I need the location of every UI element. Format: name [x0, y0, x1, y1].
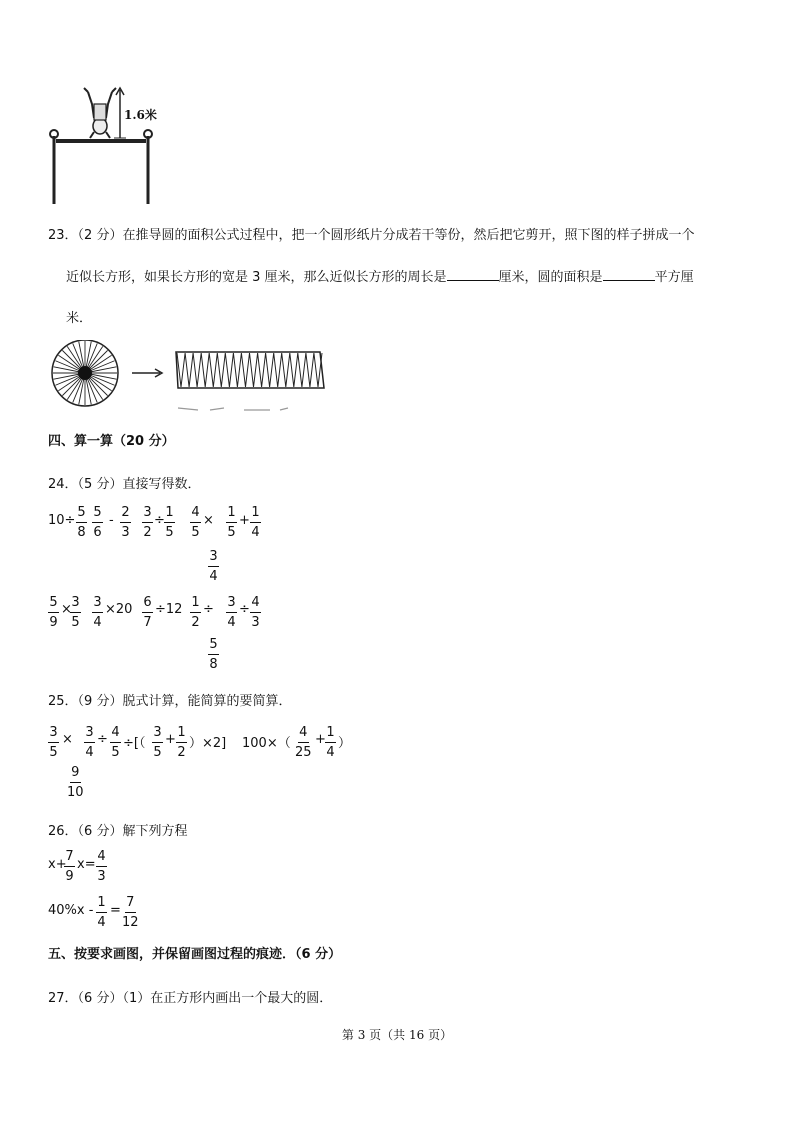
q24-r1-frac9: [208, 548, 219, 585]
eq2-frac2: [121, 894, 140, 931]
numerator: 1: [164, 504, 175, 523]
eq1-text2: x=: [77, 857, 96, 872]
eq1-text1: x+: [48, 857, 67, 872]
q24-r2-text5: ÷: [239, 602, 250, 617]
q24-r2-frac4: [142, 594, 153, 631]
numerator: 5: [208, 636, 219, 655]
q24-r1-text5: +: [239, 513, 250, 528]
q24-r1-frac2: [92, 504, 103, 541]
q24-r2-frac3: [92, 594, 103, 631]
denominator: 4: [85, 745, 94, 760]
q24-r1-frac3: [120, 504, 131, 541]
denominator: 10: [67, 785, 84, 800]
numerator: 7: [64, 848, 75, 867]
answer-blank-area[interactable]: [603, 268, 655, 281]
numerator: 4: [190, 504, 201, 523]
numerator: 1: [226, 504, 237, 523]
q23-line3: 米．: [66, 311, 93, 326]
q24-r1-frac5: [164, 504, 175, 541]
eq2-text1: 40%x -: [48, 903, 94, 918]
q24-r1-text2: -: [109, 513, 114, 528]
q24-r2-frac1: [48, 594, 59, 631]
q24-r2-frac7: [250, 594, 261, 631]
page-footer: 第 3 页（共 16 页）: [341, 1028, 453, 1042]
q25-frac4: [152, 724, 163, 761]
q25-frac2: [84, 724, 95, 761]
denominator: 4: [97, 915, 106, 930]
numerator: 5: [48, 594, 59, 613]
q23-line2-b: 厘米，圆的面积是: [498, 270, 603, 285]
q23-line2-a: 近似长方形，如果长方形的宽是 3 厘米，那么近似长方形的周长是: [66, 270, 447, 285]
numerator: 3: [152, 724, 163, 743]
denominator: 3: [251, 615, 260, 630]
denominator: 7: [143, 615, 152, 630]
circle-to-rectangle-figure: [48, 340, 328, 416]
numerator: 9: [70, 764, 81, 783]
denominator: 2: [143, 525, 152, 540]
q25-frac5: [176, 724, 187, 761]
denominator: 9: [65, 869, 74, 884]
q25-text7: +: [315, 732, 326, 747]
section5-title: 五、按要求画图，并保留画图过程的痕迹．（6 分）: [48, 947, 342, 962]
q25-frac7: [325, 724, 336, 761]
numerator: 4: [250, 594, 261, 613]
numerator: 3: [142, 504, 153, 523]
q23-line1: 23．（2 分）在推导圆的面积公式过程中，把一个圆形纸片分成若干等份，然后把它剪开，照下图的样子拼成一个: [48, 228, 695, 243]
numerator: 3: [48, 724, 59, 743]
q24-r1-frac8: [250, 504, 261, 541]
q23-line2-c: 平方厘: [654, 270, 694, 285]
denominator: 5: [49, 745, 58, 760]
denominator: 12: [122, 915, 139, 930]
height-label: 1.6米: [124, 108, 157, 122]
q25-title: 25．（9 分）脱式计算，能简算的要简算．: [48, 694, 292, 709]
q25-text5: ）×2]: [189, 736, 227, 751]
q24-r1-frac1: [76, 504, 87, 541]
denominator: 4: [326, 745, 335, 760]
denominator: 5: [111, 745, 120, 760]
circle-sectors-drawing: [48, 340, 328, 416]
numerator: 4: [298, 724, 309, 743]
eq1-frac2: [96, 848, 107, 885]
q25-text4: +: [165, 732, 176, 747]
numerator: 1: [176, 724, 187, 743]
denominator: 4: [209, 569, 218, 584]
denominator: 5: [71, 615, 80, 630]
eq1-frac1: [64, 848, 75, 885]
answer-blank-perimeter[interactable]: [447, 268, 499, 281]
denominator: 2: [191, 615, 200, 630]
q25-text2: ÷: [97, 732, 108, 747]
q24-r2-frac2: [70, 594, 81, 631]
denominator: 5: [227, 525, 236, 540]
q23-line2: [66, 266, 694, 285]
numerator: 5: [92, 504, 103, 523]
q24-r1-frac4: [142, 504, 153, 541]
q24-r2-frac8: [208, 636, 219, 673]
eq2-text2: =: [110, 903, 121, 918]
denominator: 5: [191, 525, 200, 540]
denominator: 2: [177, 745, 186, 760]
q24-r1-frac7: [226, 504, 237, 541]
q24-r1-text4: ×: [203, 513, 214, 528]
numerator: 3: [92, 594, 103, 613]
numerator: 4: [96, 848, 107, 867]
numerator: 5: [76, 504, 87, 523]
denominator: 4: [93, 615, 102, 630]
q24-r2-text1: ×: [61, 602, 72, 617]
numerator: 4: [110, 724, 121, 743]
denominator: 25: [295, 745, 312, 760]
q24-title: 24．（5 分）直接写得数．: [48, 477, 201, 492]
q25-frac3: [110, 724, 121, 761]
denominator: 3: [121, 525, 130, 540]
q24-r2-text2: ×20: [105, 602, 133, 617]
denominator: 5: [153, 745, 162, 760]
q24-r1-text1: 10÷: [48, 513, 76, 528]
numerator: 3: [226, 594, 237, 613]
numerator: 1: [250, 504, 261, 523]
eq2-frac1: [96, 894, 107, 931]
numerator: 1: [190, 594, 201, 613]
q24-r1-text3: ÷: [154, 513, 165, 528]
denominator: 9: [49, 615, 58, 630]
numerator: 2: [120, 504, 131, 523]
high-bar-figure: [44, 84, 164, 206]
q25-frac1: [48, 724, 59, 761]
q25-frac8: [66, 764, 85, 801]
q25-text1: ×: [62, 732, 73, 747]
q24-r2-frac5: [190, 594, 201, 631]
numerator: 1: [325, 724, 336, 743]
numerator: 1: [96, 894, 107, 913]
denominator: 5: [165, 525, 174, 540]
denominator: 6: [93, 525, 102, 540]
q25-text8: ）: [338, 736, 352, 751]
q25-text3: ÷[（: [123, 736, 146, 751]
numerator: 3: [84, 724, 95, 743]
q25-frac6: [294, 724, 313, 761]
numerator: 3: [70, 594, 81, 613]
denominator: 4: [227, 615, 236, 630]
q24-r2-text4: ÷: [203, 602, 214, 617]
q24-r2-frac6: [226, 594, 237, 631]
denominator: 8: [77, 525, 86, 540]
section4-title: 四、算一算（20 分）: [48, 434, 175, 449]
q26-title: 26．（6 分）解下列方程: [48, 824, 188, 839]
denominator: 8: [209, 657, 218, 672]
denominator: 3: [97, 869, 106, 884]
q24-r2-text3: ÷12: [155, 602, 183, 617]
q27-title: 27．（6 分）（1）在正方形内画出一个最大的圆．: [48, 991, 333, 1006]
q25-text6: 100×（: [242, 736, 291, 751]
q24-r1-frac6: [190, 504, 201, 541]
numerator: 7: [125, 894, 136, 913]
denominator: 4: [251, 525, 260, 540]
numerator: 3: [208, 548, 219, 567]
numerator: 6: [142, 594, 153, 613]
high-bar-drawing: [44, 84, 164, 206]
